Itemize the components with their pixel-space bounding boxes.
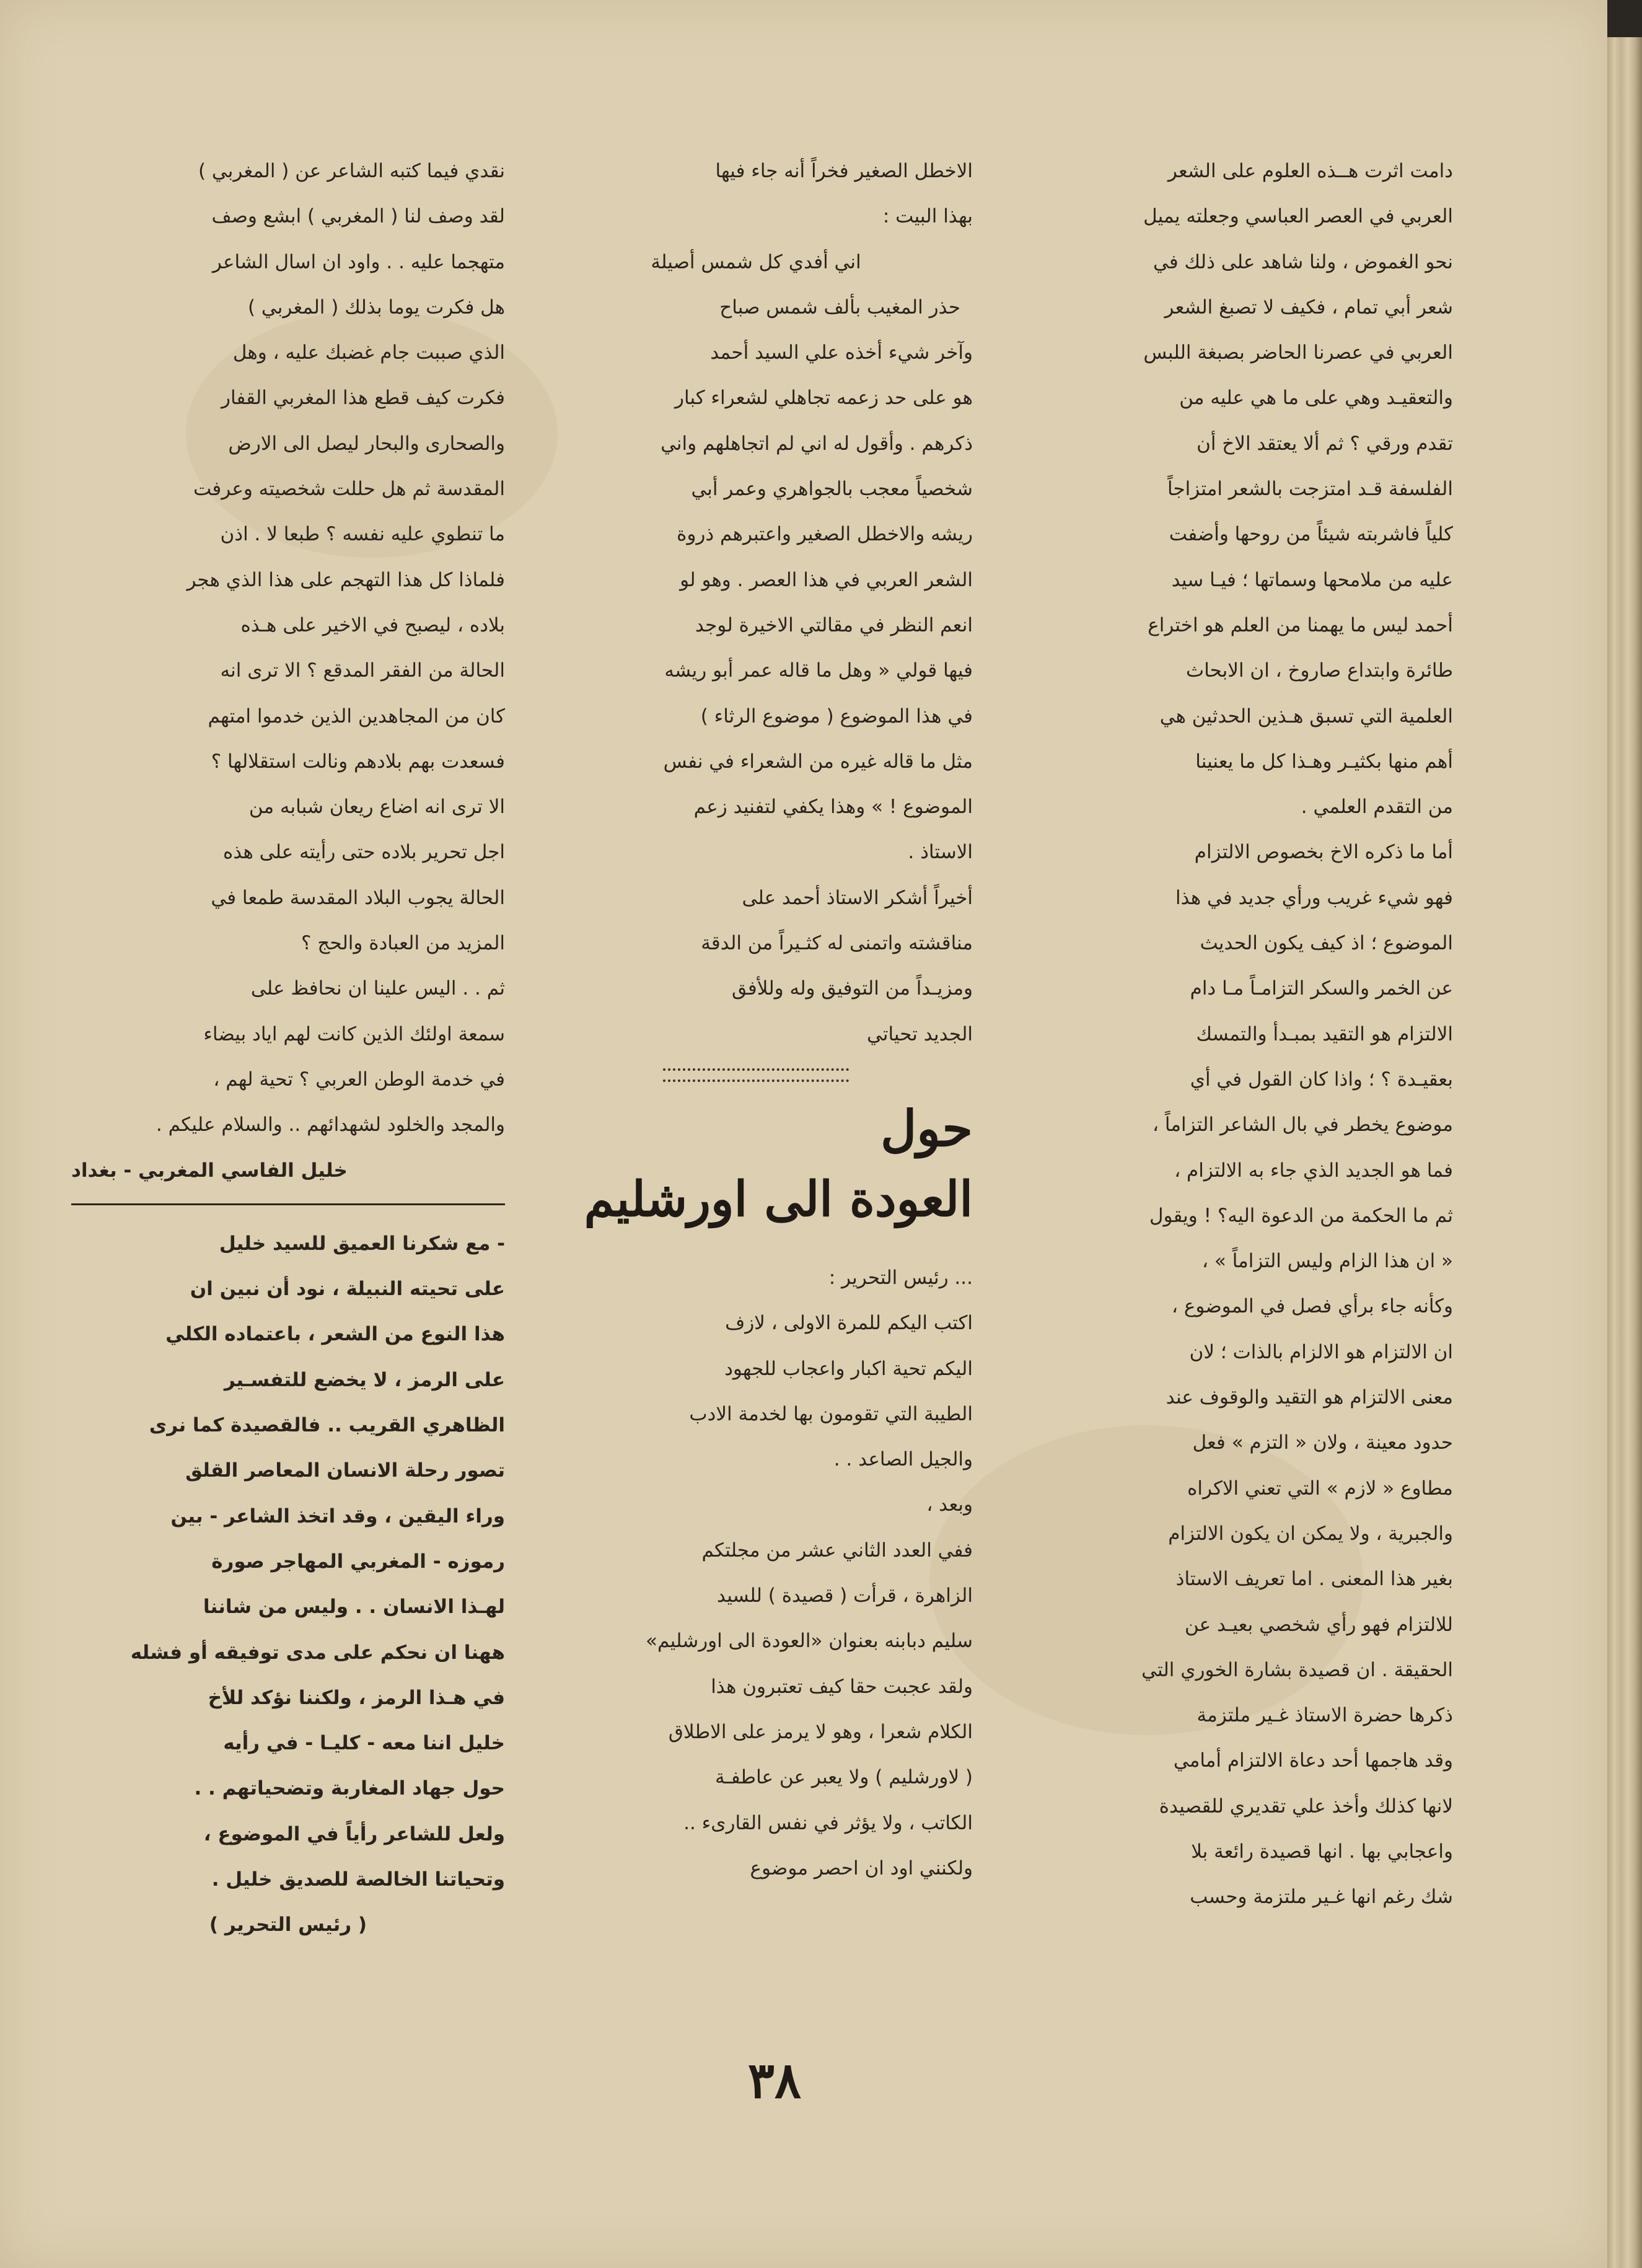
page-number: ٣٨ xyxy=(748,2051,801,2109)
paragraph: ثم . . اليس علينا ان نحافظ على سمعة اولئك الذين كانت لهم اياد بيضاء في خدمة الوطن العربي ؟ تحية لهم ، والمجد والخلود لشهدائهم .. والسلام عليكم . xyxy=(156,977,505,1136)
paragraph: أما ما ذكره الاخ بخصوص الالتزام فهو شيء غريب ورأي جديد في هذا الموضوع ؛ اذ كيف يكون الحديث عن الخمر والسكر التزامـاً مـا دام الالتزام هو التقيد بمبـدأ والتمسك بعقيـدة ؟ ؛ واذا كان القول في أي موضوع يخطر في بال الشاعر التزاماً ، فما هو الجديد الذي جاء به الالتزام ، ثم ما الحكمة من الدعوة اليه؟ ! ويقول « ان هذا الزام وليس التزاماً » ، وكأنه جاء برأي فصل في الموضوع ، ان الالتزام هو الالزام بالذات ؛ لان معنى الالتزام هو التقيد والوقوف عند حدود معينة ، ولان « التزم » فعل مطاوع « لازم » التي تعني الاكراه والجبرية ، ولا يمكن ان يكون الالتزام بغير هذا المعنى . اما تعريف الاستاذ للالتزام فهو رأي شخصي بعيـد عن الحقيقة . ان قصيدة بشارة الخوري التي ذكرها حضرة الاستاذ غـير ملتزمة وقد هاجمها أحد دعاة الالتزام أمامي لانها كذلك وأخذ علي تقديري للقصيدة واعجابي بها . انها قصيدة رائعة بلا شك رغم انها غـير ملتزمة وحسب xyxy=(1141,841,1453,1909)
paragraph: نقدي فيما كتبه الشاعر عن ( المغربي ) لقد وصف لنا ( المغربي ) ابشع وصف متهجما عليه . . واود ان اسال الشاعر هل فكرت يوما بذلك ( المغربي ) الذي صببت جام غضبك عليه ، وهل فكرت كيف قطع هذا المغربي القفار والصحارى والبحار ليصل الى الارض المقدسة ثم هل حللت شخصيته وعرفت ما تنطوي عليه نفسه ؟ طبعا لا . اذن فلماذا كل هذا التهجم على هذا الذي هجر بلاده ، ليصبح في الاخير على هـذه الحالة من الفقر المدقع ؟ الا ترى انه كان من المجاهدين الذين خدموا امتهم فسعدت بهم بلادهم ونالت استقلالها ؟ الا ترى انه اضاع ريعان شبابه من اجل تحرير بلاده حتى رأيته على هذه الحالة يجوب البلاد المقدسة طمعا في المزيد من العبادة والحج ؟ xyxy=(187,160,505,955)
verse-line: اني أفدي كل شمس أصيلة xyxy=(651,250,861,273)
paragraph: وبعد ، ففي العدد الثاني عشر من مجلتكم الزاهرة ، قرأت ( قصيدة ) للسيد سليم دبابنه بعنوان «العودة الى اورشليم» ولقد عجبت حقا كيف تعتبرون هذا الكلام شعرا ، وهو لا يرمز على الاطلاق ( لاورشليم ) ولا يعبر عن عاطفـة الكاتب ، ولا يؤثر في نفس القارىء .. ولكنني اود ان احصر موضوع xyxy=(646,1493,973,1879)
editor-signature: ( رئيس التحرير ) xyxy=(209,1914,367,1936)
column-right xyxy=(1019,149,1453,2014)
article-heading: العودة الى اورشليم xyxy=(584,1171,973,1228)
separator-ornament xyxy=(663,1068,849,1082)
page-edge xyxy=(1607,37,1642,2268)
article-heading: حول xyxy=(880,1099,973,1158)
paragraph: أخيراً أشكر الاستاذ أحمد على مناقشته واتمنى له كثـيراً من الدقة ومزيـداً من التوفيق وله وللأفق الجديد تحياتي xyxy=(701,886,973,1045)
paragraph: دامت اثرت هــذه العلوم على الشعر العربي في العصر العباسي وجعلته يميل نحو الغموض ، ولنا شاهد على ذلك في شعر أبي تمام ، فكيف لا تصبغ الشعر العربي في عصرنا الحاضر بصبغة اللبس والتعقيـد وهي على ما هي عليه من تقدم ورقي ؟ ثم ألا يعتقد الاخ أن الفلسفة قـد امتزجت بالشعر امتزاجاً كلياً فاشربته شيئاً من روحها وأضفت عليه من ملامحها وسماتها ؛ فيـا سيد أحمد ليس ما يهمنا من العلم هو اختراع طائرة وابتداع صاروخ ، ان الابحاث العلمية التي تسبق هـذين الحدثين هي أهم منها بكثيـر وهـذا كل ما يعنينا من التقدم العلمي . xyxy=(1143,160,1453,819)
verse-line: حذر المغيب بألف شمس صباح xyxy=(719,296,960,319)
divider xyxy=(71,1203,505,1205)
author-signature: خليل الفاسي المغربي - بغداد xyxy=(71,1159,348,1182)
paragraph: وآخر شيء أخذه علي السيد أحمد هو على حد زعمه تجاهلي لشعراء كبار ذكرهم . وأقول له اني لم اتجاهلهم واني شخصياً معجب بالجواهري وعمر أبي ريشه والاخطل الصغير واعتبرهم ذروة الشعر العربي في هذا العصر . وهو لو انعم النظر في مقالتي الاخيرة لوجد فيها قولي « وهل ما قاله عمر أبو ريشه في هذا الموضوع ( موضوع الرثاء ) مثل ما قاله غيره من الشعراء في نفس الموضوع ! » وهذا يكفي لتفنيد زعم الاستاذ . xyxy=(661,341,973,864)
paragraph: الاخطل الصغير فخراً أنه جاء فيها بهذا البيت : xyxy=(715,160,973,228)
editor-note: - مع شكرنا العميق للسيد خليل على تحيته النبيلة ، نود أن نبين ان هذا النوع من الشعر ، باعتماده الكلي على الرمز ، لا يخضع للتفسـير الظاهري القريب .. فالقصيدة كما نرى تصور رحلة الانسان المعاصر القلق وراء اليقين ، وقد اتخذ الشاعر - بين رموزه - المغربي المهاجر صورة لهـذا الانسان . . وليس من شاننا ههنا ان نحكم على مدى توفيقه أو فشله في هـذا الرمز ، ولكننا نؤكد للأخ خليل اننا معه - كليـا - في رأيه حول جهاد المغاربة وتضحياتهم . . ولعل للشاعر رأياً في الموضوع ، وتحياتنا الخالصة للصديق خليل . xyxy=(130,1232,505,1891)
column-middle xyxy=(539,149,973,2014)
column-left xyxy=(71,149,505,2014)
paragraph: ... رئيس التحرير : اكتب اليكم للمرة الاولى ، لازف اليكم تحية اكبار واعجاب للجهود الطيبة التي تقومون بها لخدمة الادب والجيل الصاعد . . xyxy=(689,1266,973,1471)
